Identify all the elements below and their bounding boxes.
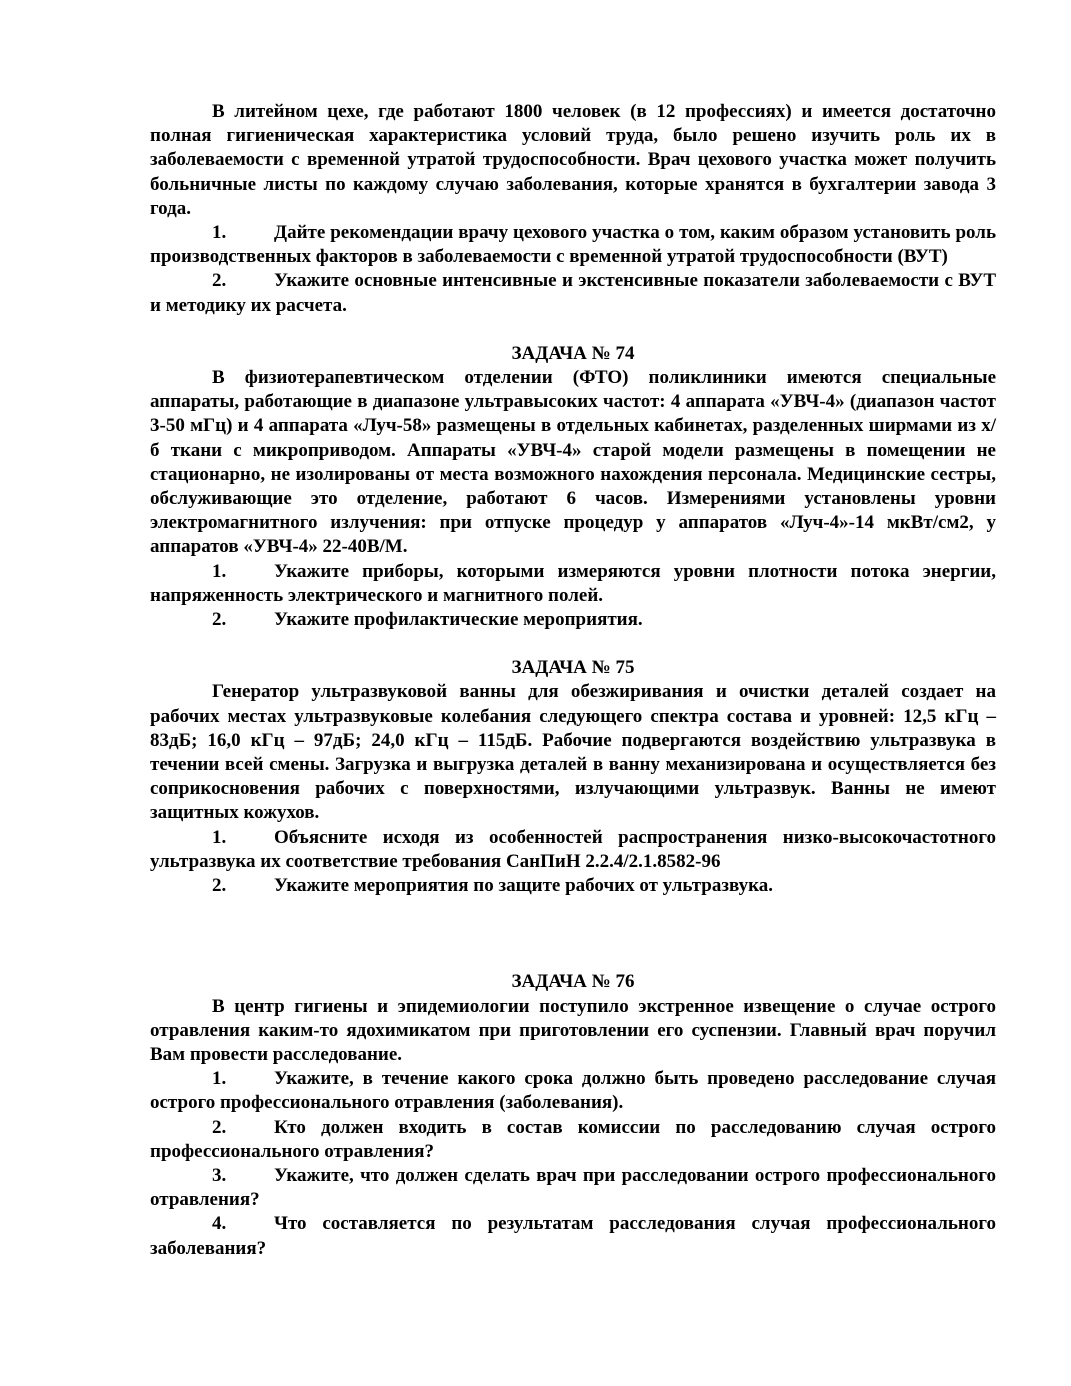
- task-75-question-2: [150, 874, 996, 898]
- task-74-title: ЗАДАЧА № 74: [511, 342, 635, 364]
- question-number: 2.: [212, 875, 227, 897]
- task-75-paragraph: Генератор ультразвуковой ванны для обезжиривания и очистки деталей создает на рабочих местах ультразвуковые колебания следующего спектра состава и уровней: 12,5 кГц – 83дБ; 16,0 кГц – 97дБ; 24,0 кГц – 115дБ. Рабочие подвергаются воздействию ультразвука в течении всей смены. Загрузка и выгрузка деталей в ванну механизирована и осуществляется без соприкосновения рабочих с поверхностями, излучающими ультразвук. Ванны не имеют защитных кожухов.: [150, 681, 996, 824]
- intro-question-2: [150, 269, 996, 317]
- spacer: [150, 318, 996, 342]
- question-number: 4.: [212, 1213, 227, 1235]
- question-text: Укажите приборы, которыми измеряются уровни плотности потока энергии, напряженность электрического и магнитного полей.: [150, 560, 996, 606]
- task-76-title: ЗАДАЧА № 76: [511, 971, 635, 993]
- task-76-question-3: [150, 1164, 996, 1212]
- question-text: Объясните исходя из особенностей распространения низко-высокочастотного ультразвука их соответствие требования СанПиН 2.2.4/2.1.8582-96: [150, 826, 996, 872]
- spacer: [150, 898, 996, 970]
- task-76-question-4: [150, 1212, 996, 1260]
- task-75-question-1: [150, 826, 996, 874]
- question-text: Укажите основные интенсивные и экстенсивные показатели заболеваемости с ВУТ и методику их расчета.: [150, 270, 996, 316]
- task-74-question-2: [150, 608, 996, 632]
- task-74-question-1: [150, 560, 996, 608]
- question-number: 1.: [212, 222, 227, 244]
- question-text: Дайте рекомендации врачу цехового участка о том, каким образом установить роль производственных факторов в заболеваемости с временной утратой трудоспособности (ВУТ): [150, 222, 996, 268]
- spacer: [150, 632, 996, 656]
- document-page: [150, 100, 996, 1261]
- intro-paragraph: В литейном цехе, где работают 1800 человек (в 12 профессиях) и имеется достаточно полная гигиеническая характеристика условий труда, было решено изучить роль их в заболеваемости с временной утратой трудоспособности. Врач цехового участка может получить больничные листы по каждому случаю заболевания, которые хранятся в бухгалтерии завода 3 года.: [150, 101, 996, 219]
- question-text: Укажите профилактические мероприятия.: [274, 609, 643, 631]
- task-76-question-2: [150, 1116, 996, 1164]
- question-text: Укажите мероприятия по защите рабочих от ультразвука.: [274, 875, 773, 897]
- question-number: 1.: [212, 560, 227, 582]
- question-number: 3.: [212, 1164, 227, 1186]
- task-75-title: ЗАДАЧА № 75: [511, 657, 635, 679]
- question-number: 2.: [212, 270, 227, 292]
- task-76-question-1: [150, 1067, 996, 1115]
- intro-question-1: [150, 221, 996, 269]
- question-text: Что составляется по результатам расследования случая профессионального заболевания?: [150, 1213, 996, 1259]
- question-text: Укажите, что должен сделать врач при расследовании острого профессионального отравления?: [150, 1164, 996, 1211]
- question-text: Укажите, в течение какого срока должно быть проведено расследование случая острого профессионального отравления (заболевания).: [150, 1068, 996, 1114]
- question-number: 1.: [212, 826, 227, 848]
- question-number: 1.: [212, 1068, 227, 1090]
- question-number: 2.: [212, 609, 227, 631]
- question-text: Кто должен входить в состав комиссии по расследованию случая острого профессионального отравления?: [150, 1116, 996, 1162]
- task-76-paragraph: В центр гигиены и эпидемиологии поступило экстренное извещение о случае острого отравления каким-то ядохимикатом при приготовлении его суспензии. Главный врач поручил Вам провести расследование.: [150, 995, 996, 1065]
- question-number: 2.: [212, 1116, 227, 1138]
- task-74-paragraph: В физиотерапевтическом отделении (ФТО) поликлиники имеются специальные аппараты, работающие в диапазоне ультравысоких частот: 4 аппарата «УВЧ-4» (диапазон частот 3-50 мГц) и 4 аппарата «Луч-58» размещены в отдельных кабинетах, разделенных ширмами из х/б ткани с микроприводом. Аппараты «УВЧ-4» старой модели размещены в помещении не стационарно, не изолированы от места возможного нахождения персонала. Медицинские сестры, обслуживающие это отделение, работают 6 часов. Измерениями установлены уровни электромагнитного излучения: при отпуске процедур у аппаратов «Луч-4»-14 мкВт/см2, у аппаратов «УВЧ-4» 22-40В/М.: [150, 367, 996, 558]
